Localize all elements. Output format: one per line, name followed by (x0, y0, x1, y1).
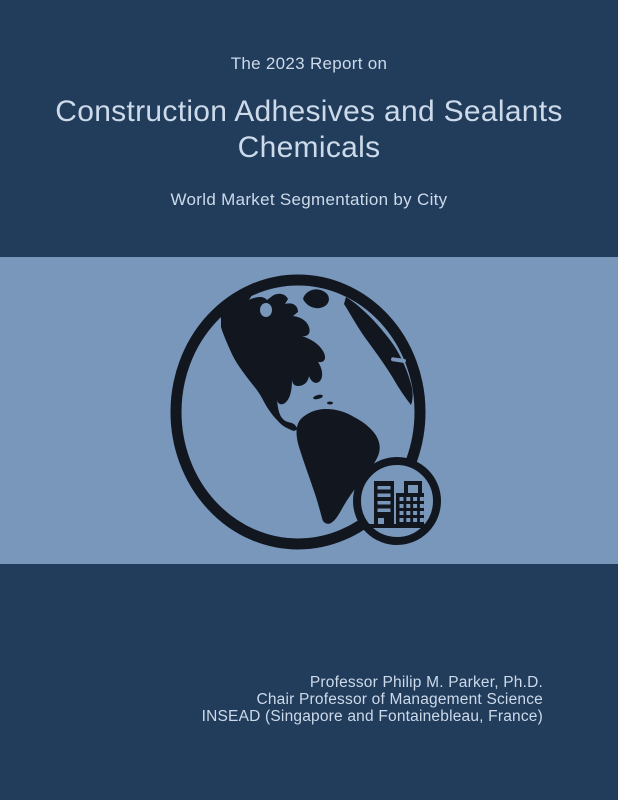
report-year-label: The 2023 Report on (230, 54, 388, 73)
author-name: Professor Philip M. Parker, Ph.D. (309, 674, 543, 691)
author-affiliation: INSEAD (Singapore and Fontainebleau, France) (201, 708, 543, 725)
report-title-line1: Construction Adhesives and Sealants (55, 95, 563, 128)
report-title-line2: Chemicals (237, 131, 381, 164)
author-section (0, 564, 618, 800)
author-block (202, 674, 543, 725)
title-section (0, 0, 618, 257)
report-subtitle: World Market Segmentation by City (170, 190, 448, 209)
city-buildings-icon (357, 461, 437, 541)
globe-band (0, 257, 618, 564)
globe-americas-icon (0, 257, 618, 564)
author-role: Chair Professor of Management Science (256, 691, 543, 708)
report-title (0, 94, 618, 166)
